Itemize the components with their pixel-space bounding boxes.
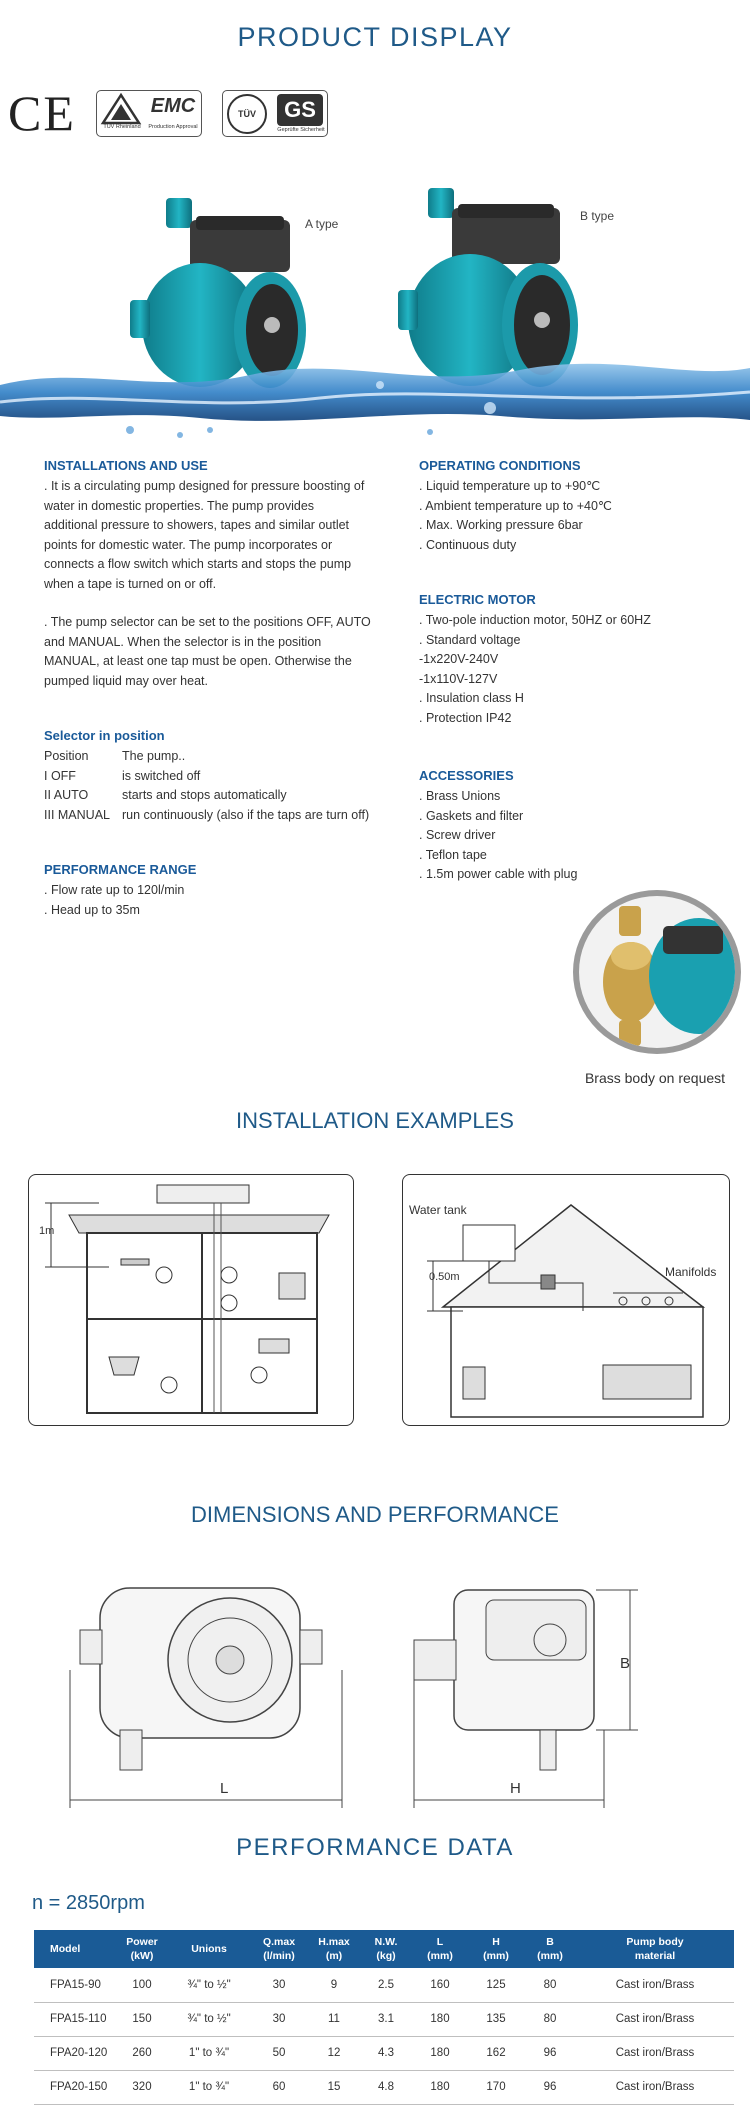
dimension-l-label: L	[220, 1780, 229, 1797]
pump-a-image	[130, 198, 306, 388]
operating-item: . Max. Working pressure 6bar	[419, 518, 583, 532]
page-title: PRODUCT DISPLAY	[237, 22, 513, 52]
installation-example-tank	[402, 1174, 730, 1426]
operating-section	[419, 458, 739, 555]
installations-para-1: . It is a circulating pump designed for pressure boosting of water in domestic properties. The pump provides additional pressure to showers, tapes and similar outlet points for domestic water. The pump incorporates or connects a flow switch which starts and stops the pump when a tape is turned on or off.	[44, 479, 365, 591]
col-header-model: Model	[34, 1930, 116, 1968]
brass-body-image	[573, 890, 741, 1054]
table-row: FPA15-90 100 ¾" to ½" 30 9 2.5 160 125 80 Cast iron/Brass	[34, 1968, 734, 2002]
speed-label: n = 2850rpm	[32, 1892, 145, 1914]
installations-title: INSTALLATIONS AND USE	[44, 458, 208, 473]
brass-pump-icon	[579, 896, 735, 1048]
col-header-material: Pump body material	[576, 1930, 734, 1968]
selector-section	[44, 728, 404, 825]
accessories-item: . Gaskets and filter	[419, 808, 524, 823]
performance-range-item: . Head up to 35m	[44, 902, 140, 917]
motor-item: . Protection IP42	[419, 710, 512, 725]
col-header-b: B (mm)	[524, 1930, 576, 1968]
col-header-h: H (mm)	[468, 1930, 524, 1968]
operating-item: . Ambient temperature up to +40℃	[419, 498, 612, 513]
table-row: FPA20-150 320 1" to ¾" 60 15 4.8 180 170 96 Cast iron/Brass	[34, 2070, 734, 2104]
operating-title: OPERATING CONDITIONS	[419, 458, 581, 473]
performance-table	[34, 1930, 734, 2105]
accessories-title: ACCESSORIES	[419, 768, 514, 783]
selector-row: II AUTO starts and stops automatically	[44, 788, 287, 802]
installations-section	[44, 458, 389, 691]
col-header-hmax: H.max (m)	[308, 1930, 360, 1968]
pump-a-label: A type	[305, 217, 339, 231]
performance-range-title: PERFORMANCE RANGE	[44, 862, 197, 877]
table-header-row	[34, 1930, 734, 1968]
tuv-emc-logo: TÜV Rheinland EMC Production Approval	[96, 90, 202, 137]
height-label-1m: 1m	[39, 1225, 55, 1237]
operating-item: . Liquid temperature up to +90℃	[419, 479, 601, 493]
col-header-power: Power (kW)	[116, 1930, 168, 1968]
product-photo	[0, 180, 750, 450]
motor-item: -1x220V-240V	[419, 652, 499, 666]
house-diagram	[29, 1175, 354, 1426]
gs-icon: GS	[277, 94, 323, 126]
dimension-h-label: H	[510, 1780, 521, 1797]
motor-item: -1x110V-127V	[419, 671, 498, 686]
tuv-circle-icon: TÜV	[227, 94, 267, 134]
col-header-unions: Unions	[168, 1930, 250, 1968]
installation-example-house	[28, 1174, 354, 1426]
motor-item: . Insulation class H	[419, 691, 524, 705]
col-header-l: L (mm)	[412, 1930, 468, 1968]
installations-para-2: . The pump selector can be set to the positions OFF, AUTO and MANUAL. When the selector is in the position MANUAL, at least one tap must be open. Otherwise the pumped liquid may over heat.	[44, 615, 371, 688]
performance-range-section	[44, 862, 389, 920]
col-header-nw: N.W. (kg)	[360, 1930, 412, 1968]
performance-data-title: PERFORMANCE DATA	[236, 1834, 514, 1861]
selector-title: Selector in position	[44, 728, 165, 743]
motor-item: . Two-pole induction motor, 50HZ or 60HZ	[419, 613, 651, 627]
pump-b-image	[398, 188, 578, 387]
dimension-b-label: B	[620, 1655, 631, 1672]
table-row: FPA15-110 150 ¾" to ½" 30 11 3.1 180 135 80 Cast iron/Brass	[34, 2002, 734, 2036]
height-label-050m: 0.50m	[429, 1271, 460, 1283]
installation-examples-title: INSTALLATION EXAMPLES	[236, 1108, 514, 1133]
accessories-section	[419, 768, 739, 885]
water-tank-label: Water tank	[409, 1203, 467, 1217]
brass-caption: Brass body on request	[584, 1070, 726, 1086]
ce-mark-logo: CE	[8, 85, 76, 141]
dimension-front-view	[60, 1560, 360, 1810]
water-splash-image	[0, 364, 750, 438]
motor-item: . Standard voltage	[419, 632, 521, 647]
tuv-gs-logo: TÜV GS Geprüfte Sicherheit	[222, 90, 328, 137]
pump-b-label: B type	[580, 209, 615, 223]
table-row: FPA20-120 260 1" to ¾" 50 12 4.3 180 162 96 Cast iron/Brass	[34, 2036, 734, 2070]
accessories-item: . Brass Unions	[419, 789, 501, 803]
dimensions-title: DIMENSIONS AND PERFORMANCE	[191, 1502, 559, 1527]
operating-item: . Continuous duty	[419, 537, 517, 552]
col-header-qmax: Q.max (l/min)	[250, 1930, 308, 1968]
selector-header-row: Position The pump..	[44, 749, 186, 763]
motor-title: ELECTRIC MOTOR	[419, 592, 536, 607]
selector-row: I OFF is switched off	[44, 768, 201, 783]
selector-row: III MANUAL run continuously (also if the taps are turn off)	[44, 807, 370, 822]
manifolds-label: Manifolds	[665, 1265, 717, 1279]
accessories-item: . Teflon tape	[419, 847, 487, 862]
performance-range-item: . Flow rate up to 120l/min	[44, 883, 185, 897]
accessories-item: . Screw driver	[419, 828, 496, 842]
accessories-item: . 1.5m power cable with plug	[419, 867, 578, 881]
dimension-side-view	[400, 1560, 660, 1810]
motor-section	[419, 592, 739, 728]
